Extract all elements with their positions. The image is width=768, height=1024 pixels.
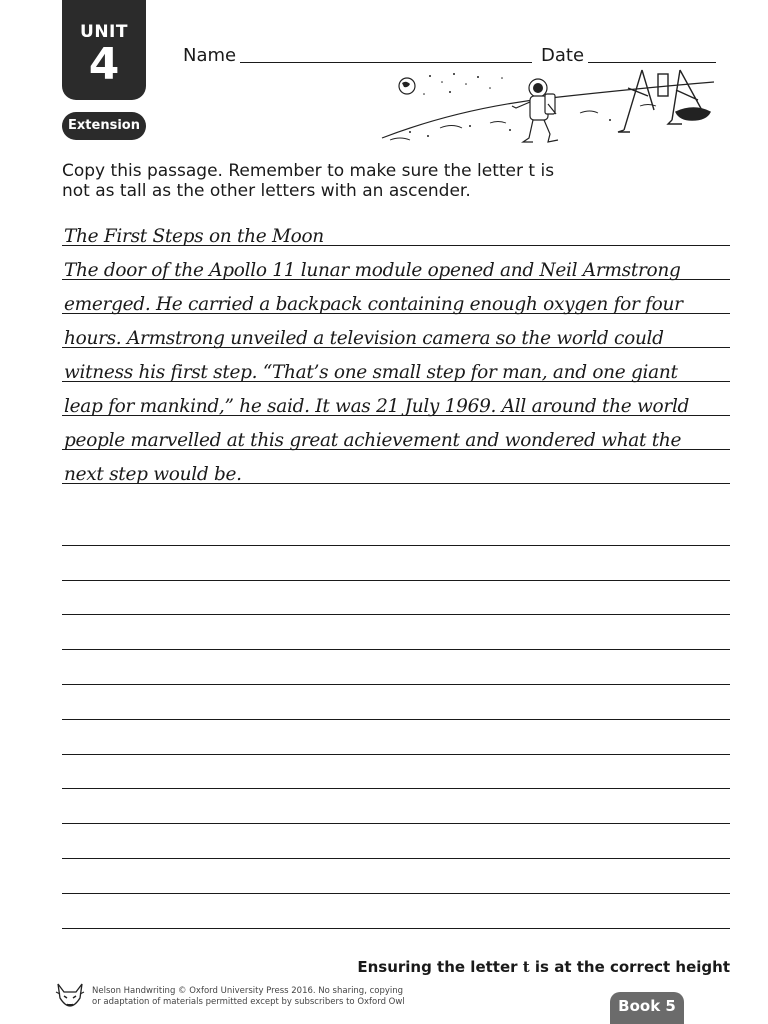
- passage-line: [62, 314, 730, 348]
- date-field[interactable]: [588, 62, 716, 63]
- writing-line[interactable]: [62, 789, 730, 824]
- footer-title: [357, 958, 730, 976]
- fox-logo-icon: [54, 980, 86, 1014]
- passage-text: emerged. He carried a backpack containing enough oxygen for four: [64, 294, 683, 315]
- writing-line[interactable]: [62, 894, 730, 929]
- extension-badge: Extension: [62, 112, 146, 140]
- writing-line[interactable]: [62, 824, 730, 859]
- writing-line[interactable]: [62, 859, 730, 894]
- passage-line: [62, 450, 730, 484]
- unit-word: UNIT: [80, 22, 128, 42]
- writing-line[interactable]: [62, 581, 730, 616]
- writing-line[interactable]: [62, 650, 730, 685]
- passage-title: The First Steps on the Moon: [64, 226, 324, 247]
- footer-title-part: Ensuring the letter: [357, 958, 523, 976]
- instructions-text: Copy this passage. Remember to make sure the letter t is not as tall as the other letters with an ascender.: [62, 161, 555, 201]
- passage-line: [62, 382, 730, 416]
- unit-tab: [62, 0, 146, 100]
- writing-line[interactable]: [62, 511, 730, 546]
- name-label: Name: [183, 45, 237, 66]
- writing-line[interactable]: [62, 755, 730, 790]
- passage-line: [62, 416, 730, 450]
- writing-line[interactable]: [62, 615, 730, 650]
- astronaut-moon-illustration: [380, 68, 716, 154]
- passage-line: [62, 246, 730, 280]
- passage-text: next step would be.: [64, 464, 242, 485]
- writing-line[interactable]: [62, 685, 730, 720]
- writing-line[interactable]: [62, 546, 730, 581]
- passage-text: leap for mankind,” he said. It was 21 July 1969. All around the world: [64, 396, 690, 417]
- book-badge: Book 5: [610, 992, 684, 1024]
- writing-lines[interactable]: [62, 511, 730, 929]
- passage-text: people marvelled at this great achievement and wondered what the: [64, 430, 682, 451]
- passage: [62, 212, 730, 484]
- footer-title-letter: t: [522, 958, 530, 976]
- writing-line[interactable]: [62, 720, 730, 755]
- passage-text: hours. Armstrong unveiled a television camera so the world could: [64, 328, 664, 349]
- passage-text: witness his first step. “That’s one small step for man, and one giant: [64, 362, 678, 383]
- date-label: Date: [541, 45, 585, 66]
- unit-number: 4: [88, 39, 120, 90]
- name-field[interactable]: [240, 62, 532, 63]
- passage-line: [62, 348, 730, 382]
- footer-title-part: is at the correct height: [529, 958, 730, 976]
- passage-line: [62, 280, 730, 314]
- passage-line: [62, 212, 730, 246]
- copyright-text: Nelson Handwriting © Oxford University Press 2016. No sharing, copying or adaptation of materials permitted except by subscribers to Oxford Owl: [92, 986, 405, 1007]
- passage-text: The door of the Apollo 11 lunar module opened and Neil Armstrong: [64, 260, 681, 281]
